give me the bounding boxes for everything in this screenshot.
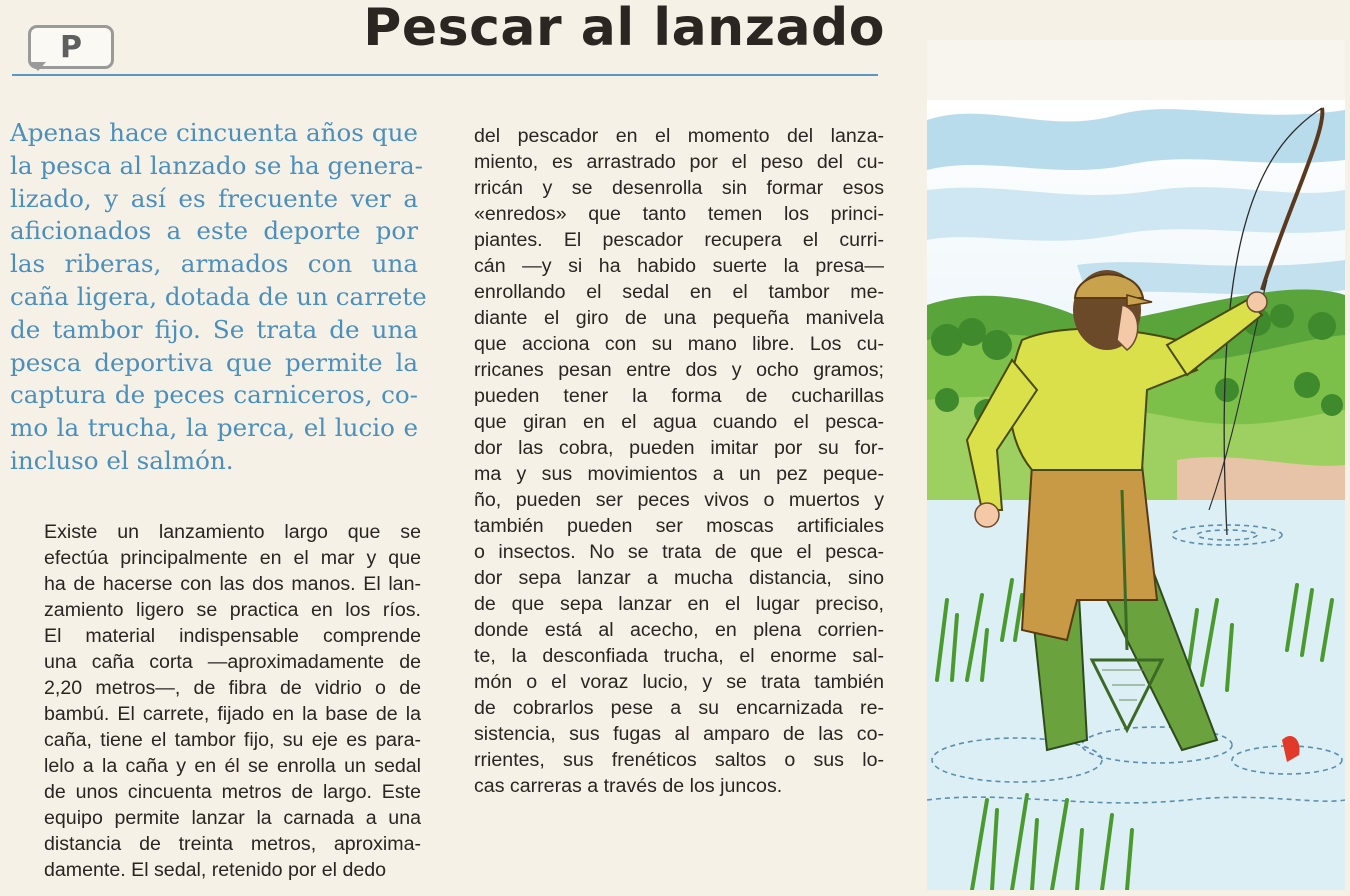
body-line: rricanes pesan entre dos y ocho gramos; — [474, 359, 884, 381]
title-divider — [12, 74, 878, 76]
body-line: equipo permite lanzar la carnada a una — [44, 807, 421, 829]
body-line: que giran en el agua cuando el pesca- — [474, 411, 884, 433]
body-line: miento, es arrastrado por el peso del cu- — [474, 151, 884, 173]
body-line: efectúa principalmente en el mar y que — [44, 547, 421, 569]
intro-line: pesca deportiva que permite la — [10, 347, 418, 377]
body-line: ño, pueden ser peces vivos o muertos y — [474, 489, 884, 511]
body-line: ma y sus movimientos a un pez peque- — [474, 463, 884, 485]
body-line: 2,20 metros—, de fibra de vidrio o de — [44, 677, 421, 699]
body-line: diante el giro de una pequeña manivela — [474, 307, 884, 329]
body-line: rricán y se desenrolla sin formar esos — [474, 177, 884, 199]
body-line: pueden tener la forma de cucharillas — [474, 385, 884, 407]
body-line: te, la desconfiada trucha, el enorme sal- — [474, 645, 884, 667]
intro-line: mo la trucha, la perca, el lucio e — [10, 413, 418, 443]
body-line: del pescador en el momento del lanza- — [474, 125, 884, 147]
body-line: o insectos. No se trata de que el pesca- — [474, 541, 884, 563]
page-title: Pescar al lanzado — [363, 0, 885, 58]
intro-line: incluso el salmón. — [10, 445, 234, 475]
body-line: de unos cincuenta metros de largo. Este — [44, 781, 421, 803]
body-line: enrollando el sedal en el tambor me- — [474, 281, 884, 303]
body-line: piantes. El pescador recupera el curri- — [474, 229, 884, 251]
intro-line: aficionados a este deporte por — [10, 216, 418, 246]
body-line: rrientes, sus frenéticos saltos o sus lo- — [474, 749, 884, 771]
body-line: ha de hacerse con las dos manos. El lan- — [44, 573, 421, 595]
body-line: món o el voraz lucio, y se trata también — [474, 671, 884, 693]
body-line: de que sepa lanzar en el lugar preciso, — [474, 593, 884, 615]
intro-line: Apenas hace cincuenta años que — [10, 118, 418, 147]
section-letter: P — [60, 30, 82, 65]
body-line: dor las cobra, pueden imitar por su for- — [474, 437, 884, 459]
body-line: una caña corta —aproximadamente de — [44, 651, 421, 673]
body-line: lelo a la caña y en él se enrolla un sedal — [44, 755, 421, 777]
body-line: damente. El sedal, retenido por el dedo — [44, 859, 387, 881]
body-column-right — [474, 123, 884, 799]
body-line: que acciona con su mano libre. Los cu- — [474, 333, 884, 355]
body-line: donde está al acecho, en plena corrien- — [474, 619, 884, 641]
intro-line: las riberas, armados con una — [10, 249, 418, 279]
intro-line: la pesca al lanzado se ha genera- — [10, 150, 423, 180]
body-line: cas carreras a través de los juncos. — [474, 775, 783, 797]
body-line: zamiento ligero se practica en los ríos. — [44, 599, 421, 621]
body-column-left — [44, 519, 421, 883]
body-line: dor sepa lanzar a mucha distancia, sino — [474, 567, 884, 589]
body-line: caña, tiene el tambor fijo, su eje es para- — [44, 729, 421, 751]
body-line: también pueden ser moscas artificiales — [474, 515, 884, 537]
intro-paragraph — [10, 117, 427, 478]
body-line: cán —y si ha habido suerte la presa— — [474, 255, 884, 277]
intro-line: lizado, y así es frecuente ver a — [10, 183, 418, 213]
body-line: Existe un lanzamiento largo que se — [44, 521, 421, 543]
body-line: bambú. El carrete, fijado en la base de la — [44, 703, 421, 725]
body-line: distancia de treinta metros, aproxima- — [44, 833, 421, 855]
badge-tail-shape — [30, 62, 46, 71]
body-line: de cobrarlos pese a su encarnizada re- — [474, 697, 884, 719]
body-line: sistencia, sus fugas al amparo de las co- — [474, 723, 884, 745]
intro-line: captura de peces carniceros, co- — [10, 380, 418, 410]
angler-casting-illustration — [927, 40, 1345, 890]
body-line: «enredos» que tanto temen los princi- — [474, 203, 884, 225]
body-line: El material indispensable comprende — [44, 625, 421, 647]
intro-line: de tambor fijo. Se trata de una — [10, 314, 418, 344]
intro-line: caña ligera, dotada de un carrete — [10, 281, 427, 311]
